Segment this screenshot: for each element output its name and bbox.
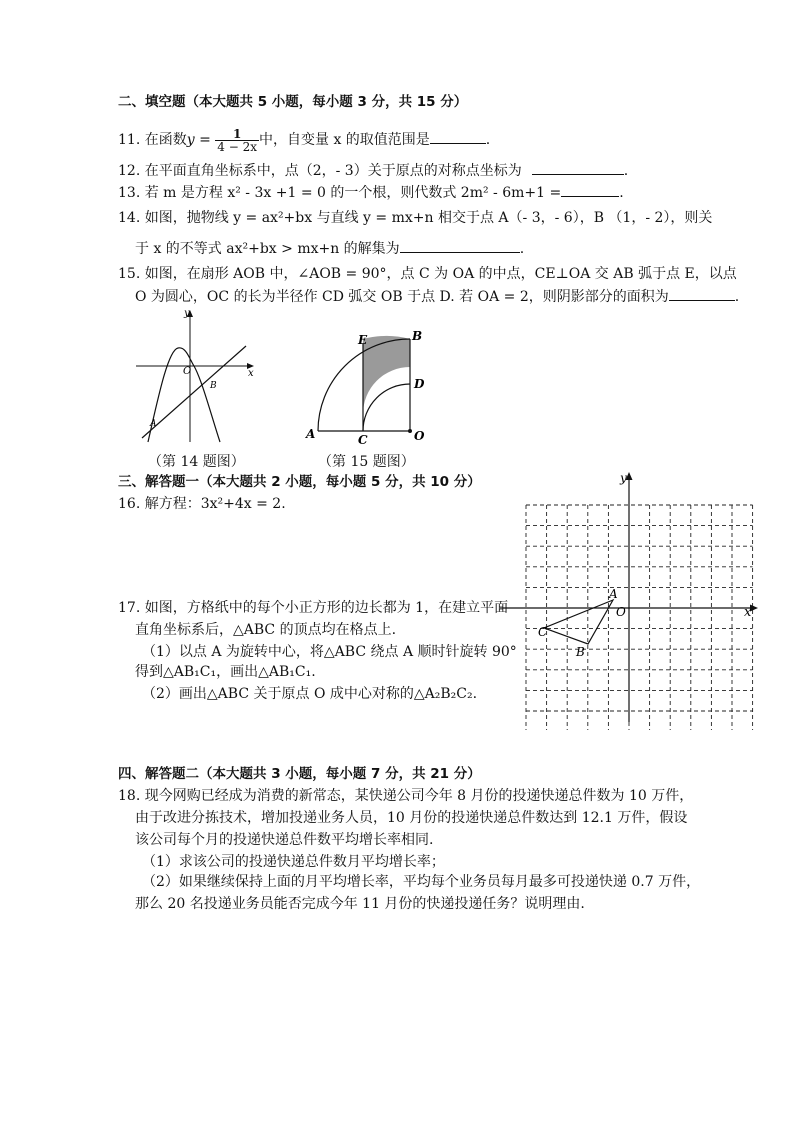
section2-heading: 二、填空题（本大题共 5 小题，每小题 3 分，共 15 分）: [118, 94, 468, 110]
fig15-arc-cd: [363, 384, 410, 431]
fig14-label-b: B: [210, 381, 217, 391]
fig14-line: [142, 346, 246, 438]
grid-label-c: C: [538, 625, 548, 639]
fig15-label-o: O: [414, 429, 425, 443]
grid-dashed-lines: [526, 505, 753, 730]
question-15-line1: 15. 如图，在扇形 AOB 中，∠AOB = 90°，点 C 为 OA 的中点，CE⊥OA 交 AB 弧于点 E，以点: [118, 266, 737, 282]
question-18-line5: （2）如果继续保持上面的月平均增长率，平均每个业务员每月最多可投递快递 0.7 万件，: [142, 874, 701, 890]
question-18-line2: 由于改进分拣技术，增加投递业务人员，10 月份的投递快递总件数达到 12.1 万件，假设: [135, 810, 688, 826]
fig14-label-y: y: [184, 308, 190, 319]
grid-label-y: y: [620, 471, 627, 485]
question-11: [118, 126, 490, 154]
section4-heading: 四、解答题二（本大题共 3 小题，每小题 7 分，共 21 分）: [118, 766, 481, 782]
q14-text: 于 x 的不等式 ax²+bx > mx+n 的解集为: [135, 241, 400, 257]
q11-pre: 11. 在函数: [118, 132, 187, 148]
grid-label-a: A: [609, 587, 618, 601]
q11-denominator: 4 − 2x: [217, 139, 257, 154]
question-13: [118, 182, 624, 203]
grid-figure: [500, 470, 770, 730]
fig15-point-o: [408, 429, 412, 433]
fig14-label-o: O: [183, 366, 192, 377]
question-12: [118, 160, 628, 181]
grid-label-x: x: [744, 605, 752, 620]
question-17-line5: （2）画出△ABC 关于原点 O 成中心对称的△A₂B₂C₂.: [142, 686, 478, 702]
q11-fraction: [215, 128, 259, 153]
q15-end: .: [734, 289, 740, 305]
triangle-abc: [544, 600, 613, 644]
q12-text: 12. 在平面直角坐标系中，点（2，- 3）关于原点的对称点坐标为: [118, 163, 522, 179]
fig14-label-x: x: [248, 368, 254, 379]
fig15-label-d: D: [414, 377, 425, 391]
q11-end: .: [485, 132, 491, 148]
figure-15: [300, 322, 440, 446]
question-18-line6: 那么 20 名投递业务员能否完成今年 11 月份的快递投递任务？说明理由.: [135, 896, 585, 912]
q11-answer-blank[interactable]: [430, 129, 486, 144]
question-17-line1: 17. 如图，方格纸中的每个小正方形的边长都为 1，在建立平面: [118, 600, 509, 616]
q13-answer-blank[interactable]: [561, 182, 619, 197]
q11-numerator: 1: [215, 128, 259, 141]
fig15-caption: （第 15 题图）: [318, 454, 415, 470]
question-17-line2: 直角坐标系后，△ABC 的顶点均在格点上.: [135, 622, 397, 638]
fig15-label-b: B: [412, 329, 423, 343]
question-15-line2: [135, 286, 739, 307]
q14-answer-blank[interactable]: [400, 238, 520, 253]
q13-end: .: [619, 185, 624, 201]
fig14-label-a: A: [150, 419, 157, 429]
section3-heading: 三、解答题一（本大题共 2 小题，每小题 5 分，共 10 分）: [118, 474, 481, 490]
q14-end: .: [519, 241, 525, 257]
question-18-line3: 该公司每个月的投递快递总件数平均增长率相同.: [135, 832, 434, 848]
question-16: 16. 解方程：3x²+4x = 2.: [118, 496, 286, 512]
grid-label-b: B: [576, 645, 585, 659]
figure-14: [128, 308, 268, 448]
question-18-line4: （1）求该公司的投递快递总件数月平均增长率；: [142, 854, 445, 870]
question-17-line3: （1）以点 A 为旋转中心，将△ABC 绕点 A 顺时针旋转 90°: [142, 644, 517, 660]
grid-label-o: O: [616, 605, 626, 619]
q12-answer-blank[interactable]: [532, 160, 624, 175]
question-14-line2: [135, 238, 524, 259]
q11-post: 中，自变量 x 的取值范围是: [259, 132, 430, 148]
q15-answer-blank[interactable]: [669, 286, 735, 301]
question-18-line1: 18. 现今网购已经成为消费的新常态，某快递公司今年 8 月份的投递快递总件数为 10 万件，: [118, 788, 694, 804]
fig15-label-c: C: [358, 433, 368, 446]
fig15-label-a: A: [306, 427, 316, 441]
fig15-label-e: E: [358, 333, 368, 347]
question-14-line1: 14. 如图，抛物线 y = ax²+bx 与直线 y = mx+n 相交于点 A（- 3，- 6），B （1，- 2），则关: [118, 210, 713, 226]
q11-y-eq: y =: [186, 132, 211, 148]
fig14-caption: （第 14 题图）: [148, 454, 245, 470]
fig14-parabola: [148, 348, 220, 442]
question-17-line4: 得到△AB₁C₁，画出△AB₁C₁.: [135, 664, 316, 680]
q15-text: O 为圆心，OC 的长为半径作 CD 弧交 OB 于点 D. 若 OA = 2，则阴影部分的面积为: [135, 289, 669, 305]
q12-end: .: [623, 163, 629, 179]
q13-text: 13. 若 m 是方程 x² - 3x +1 = 0 的一个根，则代数式 2m² - 6m+1 =: [118, 185, 562, 201]
